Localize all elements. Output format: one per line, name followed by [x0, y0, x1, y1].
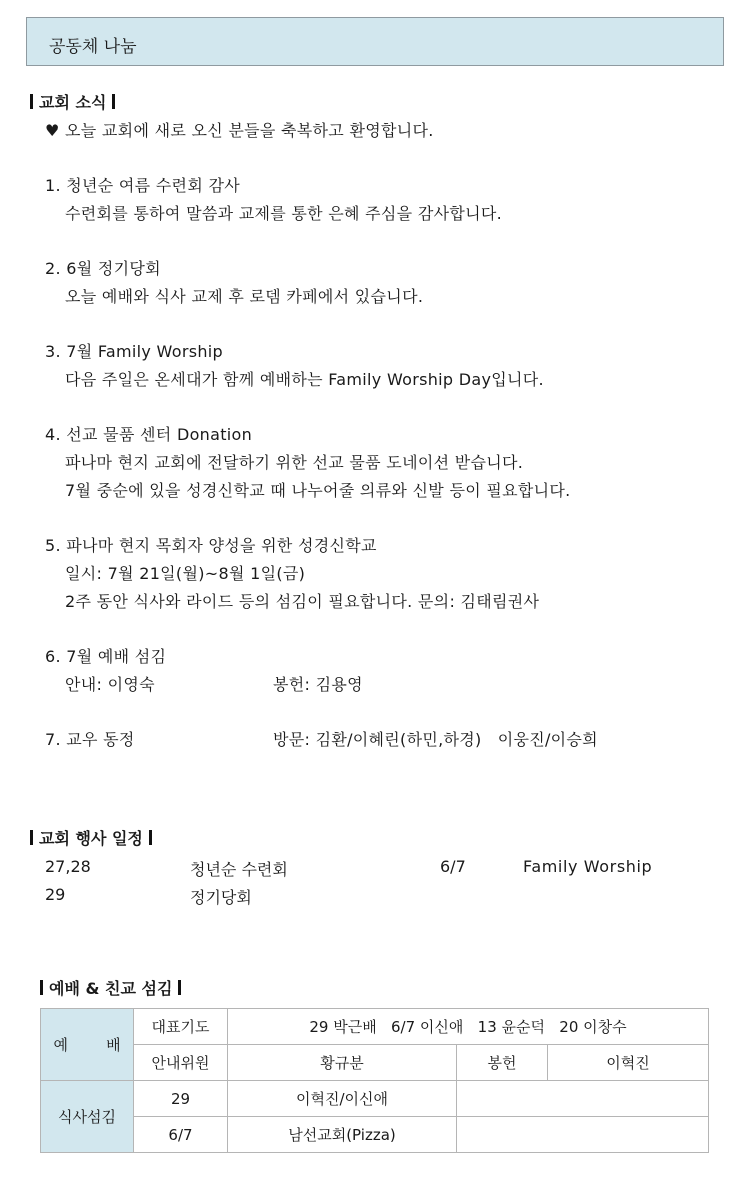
- meal-row-2-date: 6/7: [134, 1117, 228, 1153]
- schedule-row-1-event: 청년순 수련회: [190, 860, 288, 879]
- news-item-7-heading: 7. 교우 동정: [45, 730, 135, 749]
- news-item-4-line-2: 7월 중순에 있을 성경신학교 때 나누어줄 의류와 신발 등이 필요합니다.: [65, 481, 571, 500]
- news-item-4-line-1: 파나마 현지 교회에 전달하기 위한 선교 물품 도네이션 받습니다.: [65, 453, 524, 472]
- news-item-6-offering: 봉헌: 김용영: [273, 675, 363, 694]
- news-item-5-line-2: 2주 동안 식사와 라이드 등의 섬김이 필요합니다. 문의: 김태림권사: [65, 592, 540, 611]
- offering-label: 봉헌: [457, 1045, 548, 1081]
- meal-row-2-name: 남선교회(Pizza): [228, 1117, 457, 1153]
- schedule-row-1-date2: 6/7: [440, 857, 466, 876]
- news-item-2-line: 오늘 예배와 식사 교제 후 로뎀 카페에서 있습니다.: [65, 287, 424, 306]
- title-bar-left: [30, 830, 33, 845]
- news-item-3-heading: 3. 7월 Family Worship: [45, 342, 223, 361]
- table-row: [41, 1117, 709, 1153]
- offering-value: 이혁진: [548, 1045, 709, 1081]
- table-row: [41, 1081, 709, 1117]
- news-item-6-guide: 안내: 이영숙: [65, 675, 155, 694]
- title-bar-right: [178, 980, 181, 995]
- news-item-4-heading: 4. 선교 물품 센터 Donation: [45, 425, 253, 444]
- welcome-message: ♥ 오늘 교회에 새로 오신 분들을 축복하고 환영합니다.: [45, 121, 434, 140]
- news-title-text: 교회 소식: [39, 93, 107, 112]
- news-item-1-heading: 1. 청년순 여름 수련회 감사: [45, 176, 240, 195]
- schedule-row-2-event: 정기당회: [190, 888, 252, 907]
- usher-label: 안내위원: [134, 1045, 228, 1081]
- title-bar-right: [149, 830, 152, 845]
- news-item-6-heading: 6. 7월 예배 섬김: [45, 647, 167, 666]
- schedule-title-text: 교회 행사 일정: [39, 829, 143, 848]
- schedule-row-1-date: 27,28: [45, 857, 91, 876]
- meal-row-1-empty: [457, 1081, 709, 1117]
- service-title-text: 예배 & 친교 섬김: [49, 979, 173, 998]
- worship-group-label: 예 배: [41, 1009, 134, 1081]
- service-table: [40, 1008, 709, 1153]
- news-item-7-visit: 방문: 김환/이혜린(하민,하경) 이웅진/이승희: [273, 730, 598, 749]
- usher-value: 황규분: [228, 1045, 457, 1081]
- meal-row-1-name: 이혁진/이신애: [228, 1081, 457, 1117]
- table-row: [41, 1009, 709, 1045]
- news-item-3-line: 다음 주일은 온세대가 함께 예배하는 Family Worship Day입니다.: [65, 370, 544, 389]
- meal-group-label: 식사섬김: [41, 1081, 134, 1153]
- news-item-1-line: 수련회를 통하여 말씀과 교제를 통한 은혜 주심을 감사합니다.: [65, 204, 502, 223]
- title-bar-right: [112, 94, 115, 109]
- table-row: [41, 1045, 709, 1081]
- news-item-5-heading: 5. 파나마 현지 목회자 양성을 위한 성경신학교: [45, 536, 377, 555]
- service-section-title: [40, 976, 181, 999]
- title-bar-left: [40, 980, 43, 995]
- schedule-row-2-date: 29: [45, 885, 66, 904]
- title-bar-left: [30, 94, 33, 109]
- meal-row-1-date: 29: [134, 1081, 228, 1117]
- meal-row-2-empty: [457, 1117, 709, 1153]
- news-item-2-heading: 2. 6월 정기당회: [45, 259, 161, 278]
- news-section-title: [30, 90, 115, 113]
- news-item-5-line-1: 일시: 7월 21일(월)~8월 1일(금): [65, 564, 306, 583]
- rep-prayer-value: 29 박근배 6/7 이신애 13 윤순덕 20 이창수: [228, 1009, 709, 1045]
- schedule-row-1-event2: Family Worship: [523, 857, 653, 876]
- rep-prayer-label: 대표기도: [134, 1009, 228, 1045]
- page-title: 공동체 나눔: [49, 37, 137, 57]
- schedule-section-title: [30, 826, 152, 849]
- page-header: [26, 17, 724, 66]
